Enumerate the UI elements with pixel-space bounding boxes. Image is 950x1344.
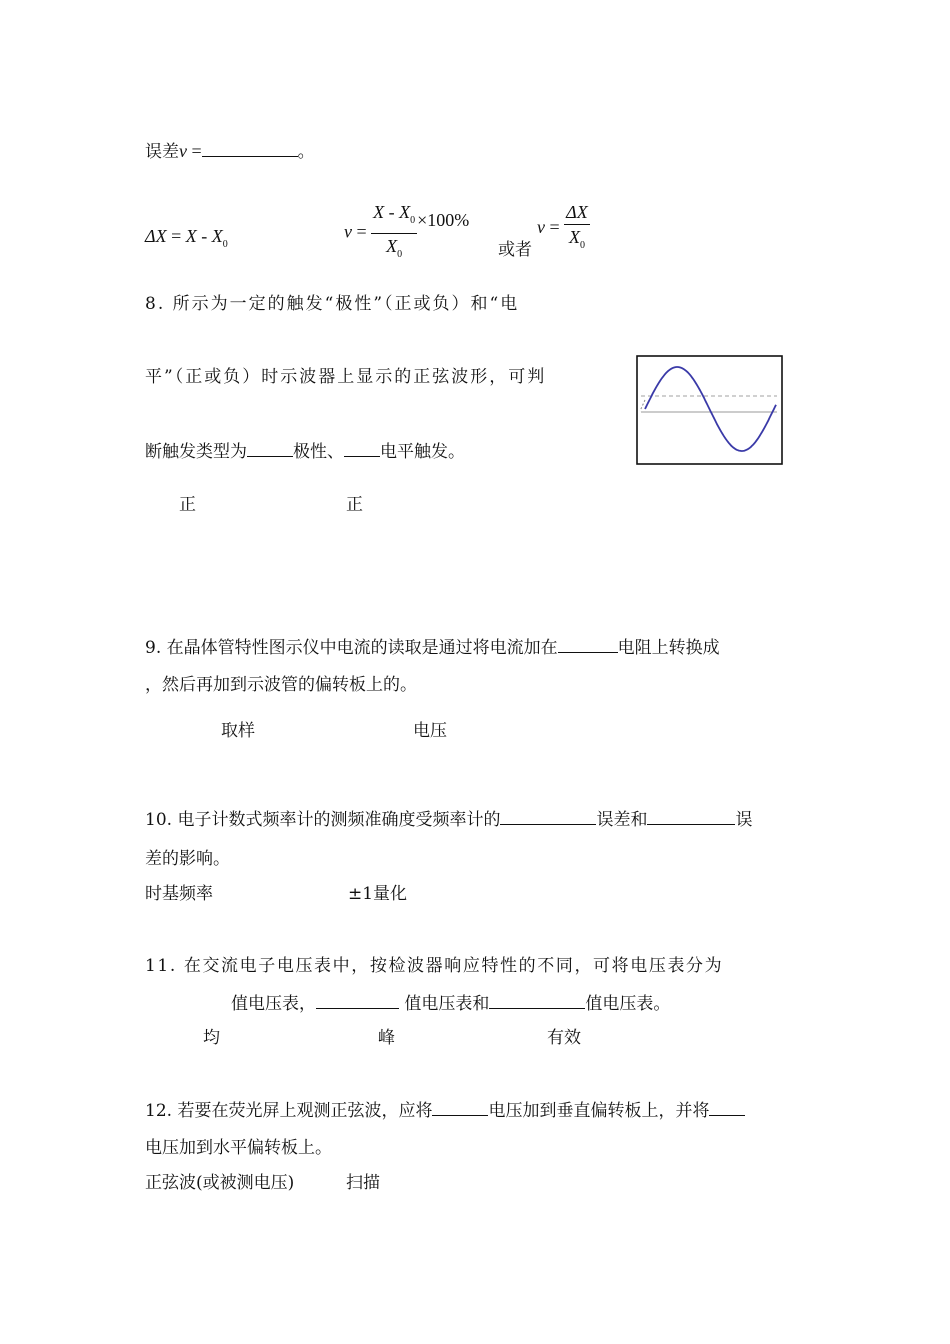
- q10-blank-2[interactable]: [647, 810, 735, 825]
- x0: X: [399, 202, 411, 222]
- subscript: 0: [579, 240, 585, 251]
- q9-text-b: 电阻上转换成: [617, 638, 720, 658]
- q7-or-text: 或者: [498, 240, 532, 260]
- q11-text-b: 值电压表和: [399, 994, 490, 1014]
- q8-text-c: 电平触发。: [380, 442, 465, 462]
- q10-line-1: [145, 805, 752, 830]
- q8-text-a: 断触发类型为: [145, 442, 247, 462]
- q7-blank[interactable]: [202, 142, 298, 157]
- q8-sine-wave-figure: [636, 355, 784, 467]
- q7-period: 。: [297, 142, 315, 162]
- q8-blank-1[interactable]: [247, 442, 293, 457]
- x: X: [373, 202, 385, 222]
- q10-text-c: 误: [735, 810, 753, 830]
- q12-line-1: [145, 1096, 745, 1121]
- q8-line-2: 平”（正或负）时示波器上显示的正弦波形，可判: [145, 367, 547, 387]
- subscript: 0: [410, 215, 416, 226]
- q11-blank-1[interactable]: [316, 994, 399, 1009]
- q11-line-1: 11. 在交流电子电压表中，按检波器响应特性的不同，可将电压表分为: [145, 956, 724, 976]
- q7-nu-symbol: ν: [179, 141, 187, 161]
- q8-answer-2: 正: [346, 495, 363, 515]
- q10-text-b: 误差和: [596, 810, 648, 830]
- q8-line-1: 8. 所示为一定的触发“极性”（正或负）和“电: [145, 294, 520, 314]
- q12-blank-1[interactable]: [432, 1101, 488, 1116]
- q11-answer-3: 有效: [547, 1028, 581, 1048]
- equals: =: [352, 221, 372, 242]
- minus: -: [196, 226, 212, 246]
- numerator: ΔX: [564, 200, 590, 225]
- nu: ν: [537, 217, 545, 238]
- fraction: [564, 200, 590, 258]
- x0: X: [568, 227, 580, 247]
- q9-answer-2: 电压: [413, 721, 447, 741]
- denominator: [564, 225, 590, 258]
- q10-answer-2: ±1量化: [348, 884, 408, 904]
- q11-text-a: 值电压表，: [231, 994, 316, 1014]
- equals: =: [545, 217, 565, 238]
- numerator: [371, 200, 417, 234]
- q8-blank-2[interactable]: [344, 442, 380, 457]
- subscript: 0: [397, 249, 403, 260]
- q9-line-2: ，然后再加到示波管的偏转板上的。: [145, 675, 417, 695]
- q10-answer-1: 时基频率: [145, 884, 213, 904]
- q9-text-a: 9. 在晶体管特性图示仪中电流的读取是通过将电流加在: [145, 638, 558, 658]
- q10-blank-1[interactable]: [500, 810, 596, 825]
- q11-answer-1: 均: [203, 1028, 220, 1048]
- denominator: [371, 234, 417, 267]
- q9-line-1: [145, 633, 720, 658]
- q9-blank[interactable]: [558, 638, 618, 653]
- x: X: [185, 226, 197, 246]
- q7-equals: =: [187, 141, 202, 161]
- q11-line-2: [231, 989, 670, 1014]
- q12-blank-2[interactable]: [709, 1101, 745, 1116]
- fraction: [371, 200, 417, 267]
- x0: X: [211, 226, 223, 246]
- q7-rel-error-formula-1: [344, 200, 469, 267]
- q7-text: 误差: [145, 142, 179, 162]
- delta-x: ΔX: [145, 226, 167, 246]
- q7-question-line: [145, 137, 315, 162]
- q12-text-b: 电压加到垂直偏转板上，并将: [488, 1101, 710, 1121]
- q10-text-a: 10. 电子计数式频率计的测频准确度受频率计的: [145, 810, 501, 830]
- q10-line-2: 差的影响。: [145, 849, 230, 869]
- minus: -: [384, 202, 400, 222]
- q11-blank-2[interactable]: [489, 994, 585, 1009]
- q7-abs-error-formula: [145, 226, 228, 250]
- times-100-percent: ×100%: [417, 209, 470, 230]
- q8-line-3: [145, 437, 465, 462]
- q9-answer-1: 取样: [221, 721, 255, 741]
- q12-answer-2: 扫描: [346, 1173, 380, 1193]
- q12-answer-1: 正弦波(或被测电压): [145, 1173, 295, 1193]
- q11-text-c: 值电压表。: [585, 994, 671, 1014]
- equals: =: [166, 226, 186, 246]
- x0: X: [386, 236, 398, 256]
- q8-answer-1: 正: [179, 495, 196, 515]
- q12-text-a: 12. 若要在荧光屏上观测正弦波，应将: [145, 1101, 433, 1121]
- q7-rel-error-formula-2: [537, 200, 590, 258]
- q12-line-2: 电压加到水平偏转板上。: [145, 1138, 332, 1158]
- x0-subscript: 0: [222, 239, 228, 250]
- nu: ν: [344, 221, 352, 242]
- q8-text-b: 极性、: [293, 442, 344, 462]
- q11-answer-2: 峰: [378, 1028, 395, 1048]
